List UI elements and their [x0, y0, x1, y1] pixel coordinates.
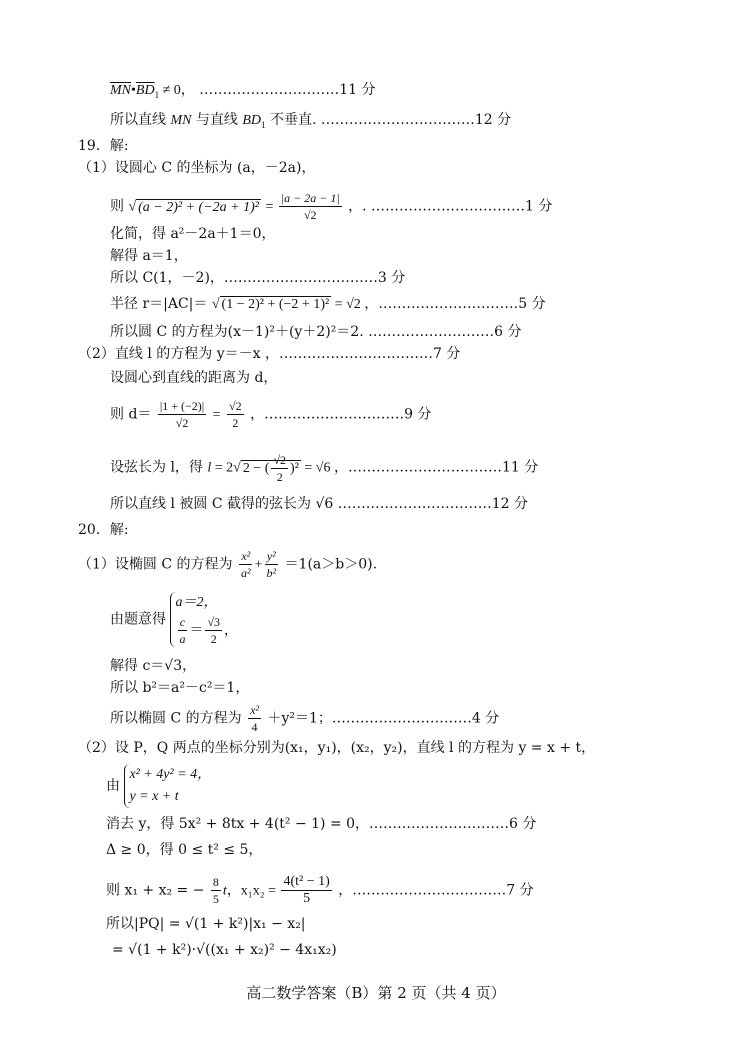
line-mn-dot-bd1: $\overline{MN}•\overline{BD}_1 \ne 0$， …………………………11 分	[110, 82, 376, 100]
q20-pq-length: 所以|PQ| = √(1 + k²)|x₁ − x₂|	[106, 916, 306, 932]
q19-part2: （2）直线 l 的方程为 y＝－x ，……………………………7 分	[78, 346, 461, 362]
q20-b-squared: 所以 b²＝a²－c²＝1，	[110, 680, 250, 696]
text-segment: （1）设椭圆 C 的方程为	[78, 556, 233, 573]
q20-system	[110, 592, 238, 647]
vector-expression: $\overline{MN}$	[110, 83, 131, 98]
q19-chord-length: 设弦长为 l，得 l = 2√ 2 − ( $\frac{√2}{2}$ )² = √6 ，……………………………11 分	[110, 453, 539, 484]
equation-system: x² + 4y² = 4， y = x + t	[124, 764, 211, 808]
q20-eliminate: 消去 y，得 5x² + 8tx + 4(t² − 1) = 0，…………………………6 分	[106, 816, 537, 832]
fraction: $\frac{|1 + (-2)|}{√2}$	[159, 399, 205, 430]
q19-solve-a: 解得 a＝1，	[110, 248, 188, 264]
q20-ellipse-equation: 所以椭圆 C 的方程为 $\frac{\text{x²}}{4}$ ＋y²＝1；…………………………4 分	[110, 703, 500, 734]
score-dots: ，…………………………5 分	[364, 296, 546, 312]
text-segment: 则 x₁ + x₂ = −	[106, 882, 205, 899]
text-segment: 不垂直.	[269, 112, 317, 128]
q19-distance-d: 设圆心到直线的距离为 d，	[110, 370, 278, 386]
q20-solve-c: 解得 c＝√3，	[110, 658, 197, 674]
text-segment: 所以椭圆 C 的方程为	[110, 710, 242, 727]
score-dots: ，……………………………11 分	[333, 459, 539, 476]
q20-system2	[106, 764, 211, 808]
text-segment: 设弦长为 l，得	[110, 459, 203, 476]
q20-discriminant: Δ ≥ 0，得 0 ≤ t² ≤ 5，	[106, 842, 263, 858]
text-segment: 所以直线	[110, 112, 166, 128]
q19-simplify: 化简，得 a²－2a＋1＝0，	[110, 226, 276, 242]
q19-d-value: 则 d＝ $\frac{|1 + (-2)|}{√2}$ = $\frac{√2}{2}$ ，…………………………9 分	[110, 399, 432, 430]
page-footer: 高二数学答案（B）第 2 页（共 4 页）	[246, 984, 506, 1002]
q19-distance-equation: 则 √ (a − 2)² + (−2a + 1)² = $\frac{|a - 2a - 1|}{√2}$ ，. ……………………………1 分	[110, 191, 553, 222]
q20-pq-expanded: = √(1 + k²)·√((x₁ + x₂)² − 4x₁x₂)	[112, 942, 337, 958]
text-segment: 则	[110, 198, 124, 215]
text-segment: ＋y²＝1；…………………………4 分	[267, 710, 500, 727]
fraction: $\frac{|a - 2a - 1|}{√2}$	[280, 191, 340, 222]
fraction: $\frac{√2}{2}$	[229, 399, 242, 430]
text-segment: 半径 r＝|AC|＝	[110, 296, 208, 312]
text-segment: ＝1(a＞b＞0).	[284, 556, 378, 573]
text-segment: 由题意得	[110, 611, 166, 628]
score-dots: ，. ……………………………1 分	[348, 198, 553, 215]
q20-part1: （1）设椭圆 C 的方程为 $\frac{\text{x²}}{\text{a²}}$ + $\frac{\text{y²}}{\text{b²}}$ ＝1(a＞b＞0).	[78, 549, 378, 580]
q20-vieta: 则 x₁ + x₂ = − $\frac{8}{5}$ t，x₁x₂ = $\frac{\text{4(t² − 1)}}{5}$ ，……………………………7 分	[106, 874, 534, 906]
text-segment: 与直线	[195, 112, 238, 128]
score-dots: ，……………………………7 分	[338, 882, 534, 899]
question-20-heading: 20．解:	[78, 522, 129, 538]
q19-center: 所以 C(1，－2)，……………………………3 分	[110, 270, 406, 286]
equation-system: a＝2， $\frac{c}{a}$ ＝ $\frac{√3}{2}$ ，	[170, 592, 238, 647]
text-segment: 由	[106, 778, 120, 794]
text-segment: 则 d＝	[110, 406, 152, 423]
q19-circle-equation: 所以圆 C 的方程为(x－1)²＋(y＋2)²＝2. ………………………6 分	[110, 324, 522, 340]
score-dots: ，…………………………9 分	[250, 406, 432, 423]
q19-part1: （1）设圆心 C 的坐标为 (a，－2a)，	[78, 160, 316, 176]
q19-radius: 半径 r＝|AC|＝ √ (1 − 2)² + (−2 + 1)² = √2 ，…………………………5 分	[110, 296, 546, 312]
line-not-perpendicular: 所以直线 MN 与直线 $BD_1$ 不垂直. ……………………………12 分	[110, 112, 512, 130]
question-19-heading: 19．解:	[78, 138, 129, 154]
score-dots: …………………………11 分	[199, 82, 376, 98]
q20-part2: （2）设 P，Q 两点的坐标分别为(x₁，y₁)，(x₂，y₂)，直线 l 的方程为 y = x + t，	[78, 740, 596, 756]
q19-conclusion: 所以直线 l 被圆 C 截得的弦长为 √6 ……………………………12 分	[110, 496, 528, 512]
score-dots: ……………………………12 分	[320, 112, 512, 128]
